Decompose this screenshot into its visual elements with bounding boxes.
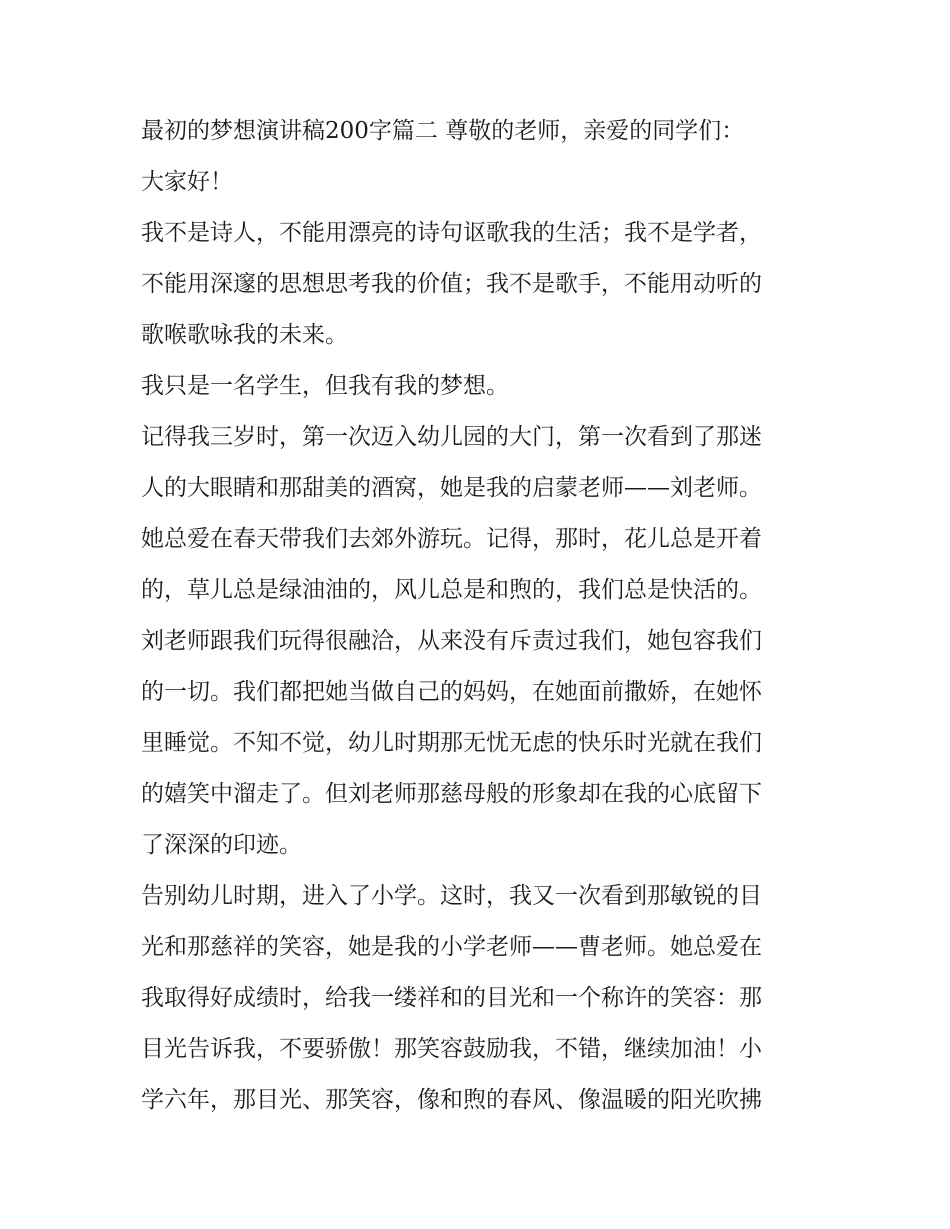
text-line: 我不是诗人，不能用漂亮的诗句讴歌我的生活；我不是学者，: [141, 220, 762, 246]
text-line: 我取得好成绩时，给我一缕祥和的目光和一个称许的笑容：那: [141, 985, 762, 1011]
text-line: 歌喉歌咏我的未来。: [141, 322, 348, 348]
text-line: 告别幼儿时期，进入了小学。这时，我又一次看到那敏锐的目: [141, 883, 762, 909]
text-line: 的嬉笑中溜走了。但刘老师那慈母般的形象却在我的心底留下: [141, 781, 762, 807]
text-line: 了深深的印迹。: [141, 832, 302, 858]
text-line: 不能用深邃的思想思考我的价值；我不是歌手，不能用动听的: [141, 271, 762, 297]
text-line: 里睡觉。不知不觉，幼儿时期那无忧无虑的快乐时光就在我们: [141, 730, 762, 756]
text-line: 的，草儿总是绿油油的，风儿总是和煦的，我们总是快活的。: [141, 577, 762, 603]
text-line: 她总爱在春天带我们去郊外游玩。记得，那时，花儿总是开着: [141, 526, 762, 552]
text-line: 人的大眼睛和那甜美的酒窝，她是我的启蒙老师——刘老师。: [141, 475, 762, 501]
text-line: 的一切。我们都把她当做自己的妈妈，在她面前撒娇，在她怀: [141, 679, 762, 705]
text-line: 刘老师跟我们玩得很融洽，从来没有斥责过我们，她包容我们: [141, 628, 762, 654]
text-line: 光和那慈祥的笑容，她是我的小学老师——曹老师。她总爱在: [141, 934, 762, 960]
text-line: 我只是一名学生，但我有我的梦想。: [141, 373, 509, 399]
text-line: 记得我三岁时，第一次迈入幼儿园的大门，第一次看到了那迷: [141, 424, 762, 450]
document-body: [141, 106, 816, 1126]
text-line: 最初的梦想演讲稿200字篇二 尊敬的老师，亲爱的同学们：: [141, 118, 745, 144]
text-line: 学六年，那目光、那笑容，像和煦的春风、像温暖的阳光吹拂: [141, 1087, 762, 1113]
text-line: 目光告诉我，不要骄傲！那笑容鼓励我，不错，继续加油！小: [141, 1036, 762, 1062]
text-line: 大家好！: [141, 169, 233, 195]
